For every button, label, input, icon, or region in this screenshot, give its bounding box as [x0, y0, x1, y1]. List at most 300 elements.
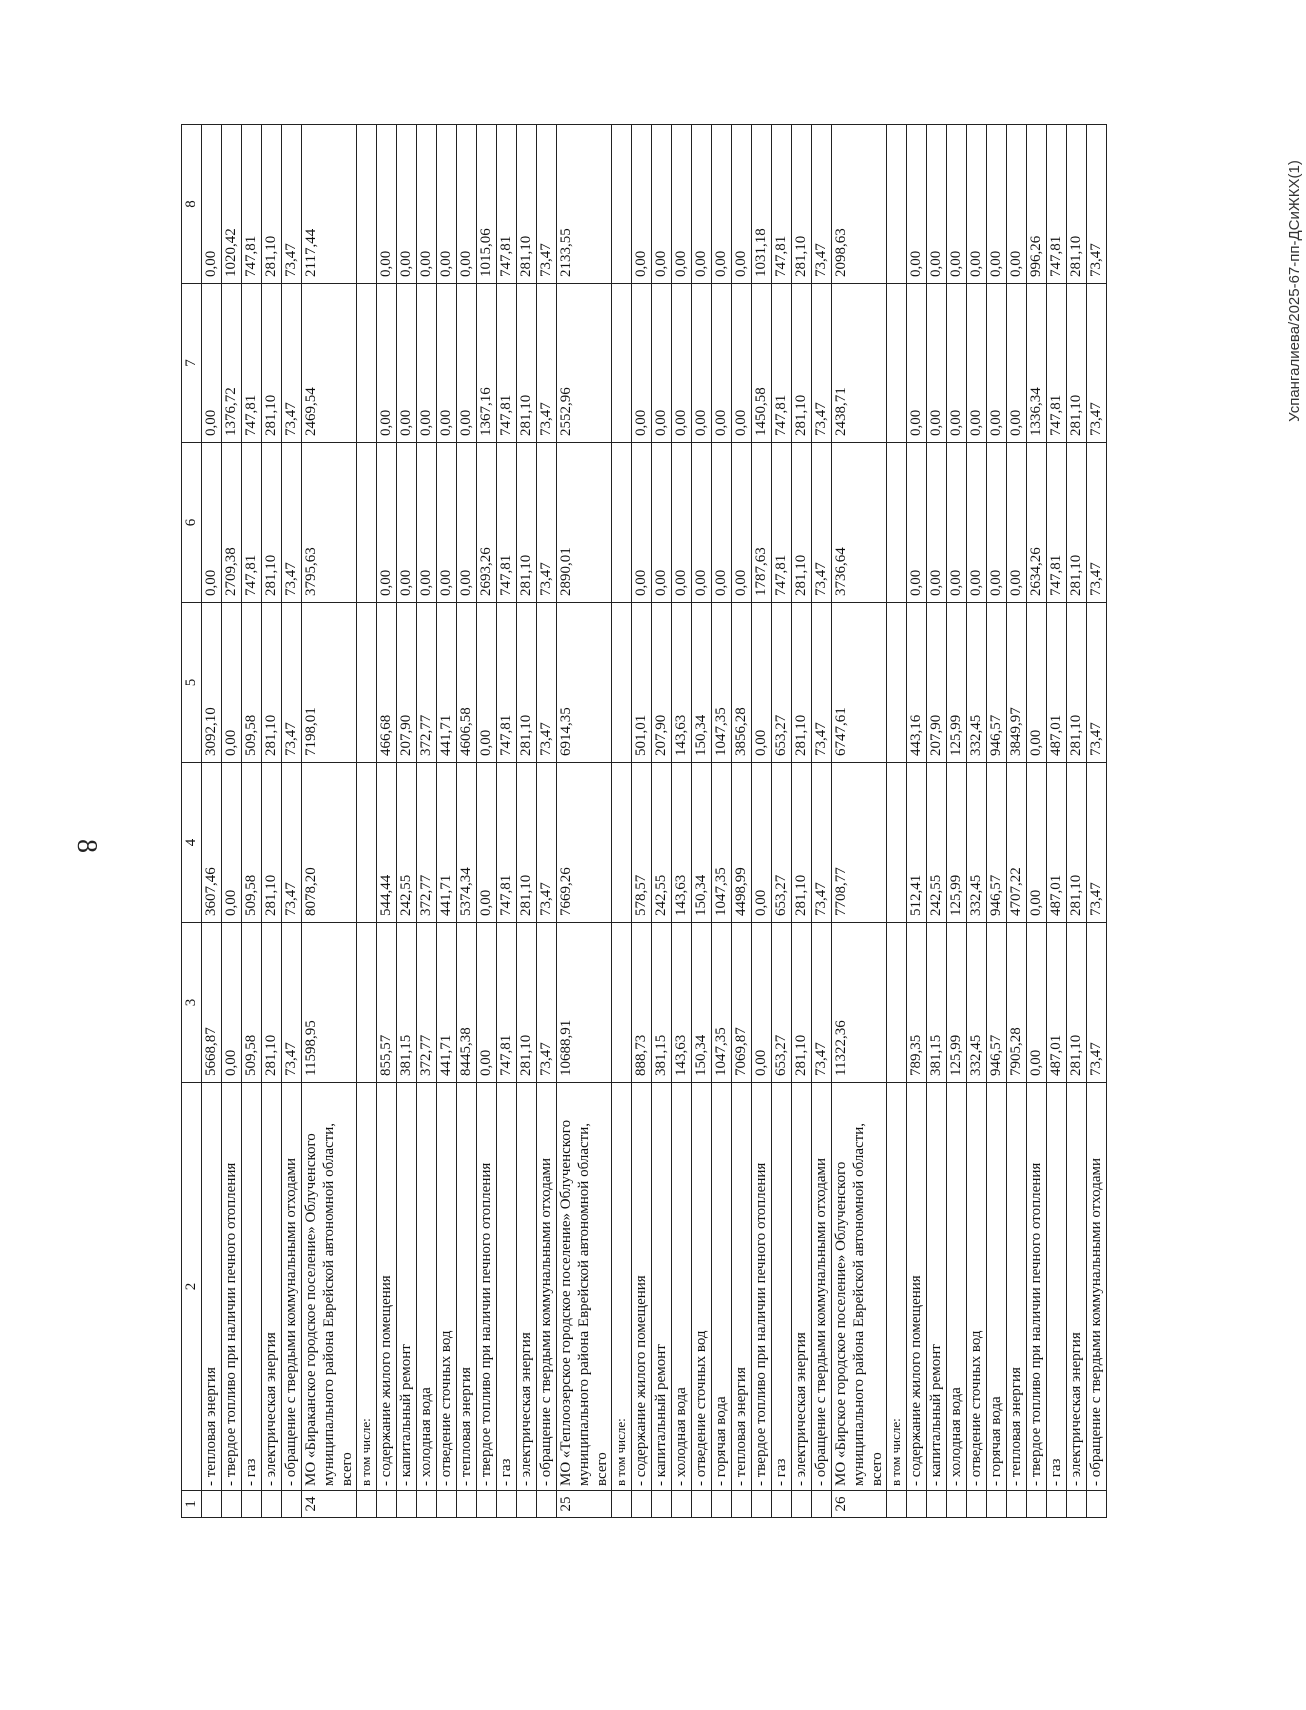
value-cell: [887, 603, 907, 763]
value-cell: 0,00: [222, 763, 242, 923]
value-cell: 7708,77: [832, 763, 887, 923]
value-cell: 73,47: [282, 443, 302, 603]
item-name-cell: - твердое топливо при наличии печного отопления: [477, 1083, 497, 1491]
value-cell: [357, 125, 377, 284]
row-number-cell: [967, 1491, 987, 1518]
value-cell: 0,00: [457, 443, 477, 603]
table-row: [672, 125, 692, 1518]
value-cell: 372,77: [417, 603, 437, 763]
value-cell: 281,10: [517, 443, 537, 603]
value-cell: 0,00: [652, 125, 672, 284]
value-cell: 512,41: [907, 763, 927, 923]
item-name-cell: - электрическая энергия: [517, 1083, 537, 1491]
row-number-cell: [612, 1491, 632, 1518]
value-cell: 747,81: [242, 443, 262, 603]
value-cell: 0,00: [752, 923, 772, 1083]
row-number-cell: [242, 1491, 262, 1518]
value-cell: 0,00: [927, 125, 947, 284]
value-cell: 0,00: [1007, 125, 1027, 284]
value-cell: 73,47: [282, 284, 302, 443]
value-cell: [887, 125, 907, 284]
item-name-cell: в том числе:: [887, 1083, 907, 1491]
value-cell: 0,00: [202, 125, 222, 284]
value-cell: 0,00: [202, 284, 222, 443]
value-cell: 125,99: [947, 923, 967, 1083]
item-name-cell: - газ: [497, 1083, 517, 1491]
table-row: [832, 125, 887, 1518]
value-cell: 73,47: [1087, 763, 1107, 923]
value-cell: 3849,97: [1007, 603, 1027, 763]
item-name-cell: - холодная вода: [672, 1083, 692, 1491]
value-cell: 0,00: [947, 125, 967, 284]
value-cell: 946,57: [987, 923, 1007, 1083]
value-cell: 73,47: [537, 763, 557, 923]
value-cell: 747,81: [772, 284, 792, 443]
value-cell: 73,47: [537, 603, 557, 763]
value-cell: 3092,10: [202, 603, 222, 763]
value-cell: 509,58: [242, 923, 262, 1083]
header-cell: 8: [182, 125, 202, 284]
value-cell: 7905,28: [1007, 923, 1027, 1083]
value-cell: 2890,01: [557, 443, 612, 603]
value-cell: [357, 763, 377, 923]
item-name-cell: - содержание жилого помещения: [907, 1083, 927, 1491]
value-cell: 441,71: [437, 603, 457, 763]
table-row: [812, 125, 832, 1518]
item-name-cell: - тепловая энергия: [732, 1083, 752, 1491]
row-number-cell: [1007, 1491, 1027, 1518]
row-number-cell: [792, 1491, 812, 1518]
value-cell: [887, 763, 907, 923]
value-cell: 0,00: [1007, 284, 1027, 443]
value-cell: 281,10: [517, 923, 537, 1083]
value-cell: 0,00: [672, 443, 692, 603]
value-cell: 281,10: [262, 763, 282, 923]
value-cell: 0,00: [437, 125, 457, 284]
value-cell: [357, 923, 377, 1083]
value-cell: 73,47: [812, 284, 832, 443]
value-cell: 0,00: [652, 284, 672, 443]
value-cell: 0,00: [1027, 603, 1047, 763]
value-cell: 0,00: [927, 443, 947, 603]
row-number-cell: [202, 1491, 222, 1518]
table-row: [357, 125, 377, 1518]
value-cell: 1047,35: [712, 763, 732, 923]
value-cell: [887, 443, 907, 603]
value-cell: 747,81: [497, 125, 517, 284]
value-cell: [612, 125, 632, 284]
value-cell: 0,00: [692, 443, 712, 603]
header-row: [182, 125, 202, 1518]
table-row: [417, 125, 437, 1518]
row-number-cell: [812, 1491, 832, 1518]
value-cell: 7069,87: [732, 923, 752, 1083]
value-cell: 281,10: [517, 284, 537, 443]
value-cell: 281,10: [262, 923, 282, 1083]
value-cell: 242,55: [652, 763, 672, 923]
row-number-cell: [632, 1491, 652, 1518]
table-row: [632, 125, 652, 1518]
value-cell: 0,00: [692, 125, 712, 284]
row-number-cell: [517, 1491, 537, 1518]
value-cell: 2469,54: [302, 284, 357, 443]
value-cell: 73,47: [282, 603, 302, 763]
value-cell: 125,99: [947, 603, 967, 763]
value-cell: 1376,72: [222, 284, 242, 443]
table-row: [947, 125, 967, 1518]
value-cell: 0,00: [672, 284, 692, 443]
value-cell: 381,15: [927, 923, 947, 1083]
value-cell: 281,10: [1067, 125, 1087, 284]
item-name-cell: - холодная вода: [417, 1083, 437, 1491]
value-cell: 0,00: [457, 284, 477, 443]
value-cell: 1015,06: [477, 125, 497, 284]
value-cell: 0,00: [732, 284, 752, 443]
table-row: [222, 125, 242, 1518]
item-name-cell: - обращение с твердыми коммунальными отходами: [282, 1083, 302, 1491]
row-number-cell: [712, 1491, 732, 1518]
value-cell: 501,01: [632, 603, 652, 763]
row-number-cell: [1067, 1491, 1087, 1518]
value-cell: 0,00: [632, 284, 652, 443]
value-cell: 332,45: [967, 763, 987, 923]
row-number-cell: [397, 1491, 417, 1518]
value-cell: 381,15: [652, 923, 672, 1083]
value-cell: 747,81: [497, 603, 517, 763]
value-cell: 281,10: [1067, 923, 1087, 1083]
item-name-cell: - твердое топливо при наличии печного отопления: [752, 1083, 772, 1491]
value-cell: 1047,35: [712, 603, 732, 763]
value-cell: 281,10: [517, 603, 537, 763]
value-cell: 143,63: [672, 763, 692, 923]
page-number: 8: [71, 839, 102, 853]
value-cell: 0,00: [947, 443, 967, 603]
table-row: [397, 125, 417, 1518]
value-cell: 487,01: [1047, 603, 1067, 763]
value-cell: 0,00: [417, 443, 437, 603]
value-cell: 150,34: [692, 763, 712, 923]
value-cell: 0,00: [967, 125, 987, 284]
value-cell: 150,34: [692, 923, 712, 1083]
value-cell: 1787,63: [752, 443, 772, 603]
value-cell: 0,00: [752, 603, 772, 763]
value-cell: 381,15: [397, 923, 417, 1083]
row-number-cell: 25: [557, 1491, 612, 1518]
value-cell: 441,71: [437, 763, 457, 923]
value-cell: 0,00: [987, 125, 1007, 284]
item-name-cell: - тепловая энергия: [457, 1083, 477, 1491]
value-cell: 5374,34: [457, 763, 477, 923]
row-number-cell: [947, 1491, 967, 1518]
row-number-cell: [377, 1491, 397, 1518]
value-cell: 332,45: [967, 923, 987, 1083]
value-cell: [357, 603, 377, 763]
value-cell: 747,81: [772, 125, 792, 284]
header-cell: 4: [182, 763, 202, 923]
value-cell: 4707,22: [1007, 763, 1027, 923]
row-number-cell: [497, 1491, 517, 1518]
value-cell: 0,00: [397, 284, 417, 443]
value-cell: 73,47: [537, 443, 557, 603]
table-row: [517, 125, 537, 1518]
value-cell: 0,00: [712, 284, 732, 443]
value-cell: 281,10: [792, 443, 812, 603]
row-number-cell: [437, 1491, 457, 1518]
table-row: [1047, 125, 1067, 1518]
value-cell: 2693,26: [477, 443, 497, 603]
value-cell: 0,00: [712, 443, 732, 603]
value-cell: 11598,95: [302, 923, 357, 1083]
value-cell: 4606,58: [457, 603, 477, 763]
value-cell: 653,27: [772, 763, 792, 923]
value-cell: [612, 763, 632, 923]
value-cell: 0,00: [1027, 763, 1047, 923]
value-cell: 487,01: [1047, 763, 1067, 923]
item-name-cell: - газ: [772, 1083, 792, 1491]
value-cell: 372,77: [417, 763, 437, 923]
row-number-cell: [282, 1491, 302, 1518]
row-number-cell: 24: [302, 1491, 357, 1518]
item-name-cell: МО «Бирское городское поселение» Облученского муниципального района Еврейской автономной области, всего: [832, 1083, 887, 1491]
value-cell: 747,81: [242, 125, 262, 284]
value-cell: 747,81: [242, 284, 262, 443]
table-row: [772, 125, 792, 1518]
table-row: [1067, 125, 1087, 1518]
value-cell: 73,47: [1087, 603, 1107, 763]
document-stamp: Успангалиева/2025-67-пп-ДСиЖКХ(1): [1286, 160, 1303, 422]
value-cell: 11322,36: [832, 923, 887, 1083]
value-cell: 946,57: [987, 603, 1007, 763]
value-cell: 747,81: [1047, 443, 1067, 603]
value-cell: 0,00: [222, 923, 242, 1083]
item-name-cell: - отведение сточных вод: [437, 1083, 457, 1491]
value-cell: 0,00: [202, 443, 222, 603]
table-row: [537, 125, 557, 1518]
row-number-cell: [732, 1491, 752, 1518]
value-cell: 2117,44: [302, 125, 357, 284]
value-cell: 143,63: [672, 923, 692, 1083]
item-name-cell: - обращение с твердыми коммунальными отходами: [812, 1083, 832, 1491]
value-cell: 0,00: [947, 284, 967, 443]
value-cell: 747,81: [497, 443, 517, 603]
value-cell: 0,00: [222, 603, 242, 763]
table-row: [792, 125, 812, 1518]
row-number-cell: [692, 1491, 712, 1518]
row-number-cell: [752, 1491, 772, 1518]
value-cell: 7198,01: [302, 603, 357, 763]
item-name-cell: - отведение сточных вод: [692, 1083, 712, 1491]
value-cell: 2098,63: [832, 125, 887, 284]
value-cell: 0,00: [652, 443, 672, 603]
row-number-cell: [457, 1491, 477, 1518]
header-cell: 1: [182, 1491, 202, 1518]
table-row: [692, 125, 712, 1518]
value-cell: 1020,42: [222, 125, 242, 284]
value-cell: 0,00: [477, 603, 497, 763]
value-cell: 747,81: [1047, 125, 1067, 284]
value-cell: 466,68: [377, 603, 397, 763]
header-cell: 3: [182, 923, 202, 1083]
value-cell: 281,10: [1067, 443, 1087, 603]
value-cell: 544,44: [377, 763, 397, 923]
value-cell: 73,47: [812, 125, 832, 284]
value-cell: 747,81: [497, 284, 517, 443]
value-cell: 747,81: [497, 923, 517, 1083]
value-cell: [887, 923, 907, 1083]
value-cell: 0,00: [1007, 443, 1027, 603]
item-name-cell: - обращение с твердыми коммунальными отходами: [1087, 1083, 1107, 1491]
value-cell: 509,58: [242, 763, 262, 923]
header-cell: 2: [182, 1083, 202, 1491]
value-cell: 1031,18: [752, 125, 772, 284]
item-name-cell: - капитальный ремонт: [397, 1083, 417, 1491]
row-number-cell: [1087, 1491, 1107, 1518]
value-cell: 73,47: [812, 443, 832, 603]
value-cell: 207,90: [397, 603, 417, 763]
item-name-cell: - отведение сточных вод: [967, 1083, 987, 1491]
value-cell: 8078,20: [302, 763, 357, 923]
table-row: [927, 125, 947, 1518]
value-cell: 2709,38: [222, 443, 242, 603]
value-cell: 0,00: [907, 125, 927, 284]
table-row: [752, 125, 772, 1518]
value-cell: 281,10: [1067, 603, 1087, 763]
value-cell: 242,55: [927, 763, 947, 923]
table-row: [262, 125, 282, 1518]
table-row: [202, 125, 222, 1518]
value-cell: 2438,71: [832, 284, 887, 443]
table-row: [907, 125, 927, 1518]
row-number-cell: [887, 1491, 907, 1518]
value-cell: 10688,91: [557, 923, 612, 1083]
row-number-cell: [987, 1491, 1007, 1518]
header-cell: 7: [182, 284, 202, 443]
item-name-cell: - газ: [1047, 1083, 1067, 1491]
value-cell: 73,47: [1087, 125, 1107, 284]
table-row: [497, 125, 517, 1518]
item-name-cell: - электрическая энергия: [262, 1083, 282, 1491]
value-cell: 509,58: [242, 603, 262, 763]
value-cell: 125,99: [947, 763, 967, 923]
value-cell: 441,71: [437, 923, 457, 1083]
value-cell: 7669,26: [557, 763, 612, 923]
value-cell: [612, 603, 632, 763]
value-cell: 3795,63: [302, 443, 357, 603]
value-cell: 855,57: [377, 923, 397, 1083]
value-cell: 888,73: [632, 923, 652, 1083]
value-cell: 0,00: [417, 284, 437, 443]
row-number-cell: [1047, 1491, 1067, 1518]
item-name-cell: - тепловая энергия: [1007, 1083, 1027, 1491]
value-cell: 0,00: [927, 284, 947, 443]
row-number-cell: [417, 1491, 437, 1518]
value-cell: 0,00: [437, 443, 457, 603]
row-number-cell: [357, 1491, 377, 1518]
rotated-table-container: [181, 125, 1104, 1518]
table-row: [987, 125, 1007, 1518]
value-cell: 73,47: [812, 923, 832, 1083]
value-cell: 0,00: [907, 443, 927, 603]
item-name-cell: в том числе:: [357, 1083, 377, 1491]
item-name-cell: - содержание жилого помещения: [377, 1083, 397, 1491]
value-cell: 0,00: [692, 284, 712, 443]
item-name-cell: - твердое топливо при наличии печного отопления: [222, 1083, 242, 1491]
value-cell: 1047,35: [712, 923, 732, 1083]
table-body: [202, 125, 1107, 1518]
table-row: [302, 125, 357, 1518]
value-cell: 1336,34: [1027, 284, 1047, 443]
table-row: [557, 125, 612, 1518]
row-number-cell: [537, 1491, 557, 1518]
value-cell: 0,00: [397, 125, 417, 284]
value-cell: 2133,55: [557, 125, 612, 284]
item-name-cell: - газ: [242, 1083, 262, 1491]
row-number-cell: [927, 1491, 947, 1518]
row-number-cell: [772, 1491, 792, 1518]
value-cell: 0,00: [752, 763, 772, 923]
table-row: [732, 125, 752, 1518]
value-cell: 281,10: [517, 125, 537, 284]
value-cell: 0,00: [987, 443, 1007, 603]
value-cell: 1450,58: [752, 284, 772, 443]
value-cell: 789,35: [907, 923, 927, 1083]
value-cell: 73,47: [1087, 284, 1107, 443]
table-row: [457, 125, 477, 1518]
table-row: [887, 125, 907, 1518]
value-cell: 578,57: [632, 763, 652, 923]
value-cell: 207,90: [927, 603, 947, 763]
value-cell: 0,00: [457, 125, 477, 284]
value-cell: 0,00: [632, 125, 652, 284]
value-cell: 0,00: [632, 443, 652, 603]
value-cell: 73,47: [1087, 443, 1107, 603]
value-cell: 73,47: [1087, 923, 1107, 1083]
item-name-cell: МО «Теплоозерское городское поселение» Облученского муниципального района Еврейской автономной области, всего: [557, 1083, 612, 1491]
value-cell: [357, 284, 377, 443]
item-name-cell: - обращение с твердыми коммунальными отходами: [537, 1083, 557, 1491]
value-cell: 73,47: [282, 923, 302, 1083]
value-cell: 0,00: [712, 125, 732, 284]
value-cell: [612, 923, 632, 1083]
table-row: [967, 125, 987, 1518]
value-cell: 0,00: [732, 443, 752, 603]
value-cell: 3856,28: [732, 603, 752, 763]
value-cell: 281,10: [1067, 284, 1087, 443]
table-row: [477, 125, 497, 1518]
value-cell: 332,45: [967, 603, 987, 763]
row-number-cell: [477, 1491, 497, 1518]
value-cell: 0,00: [907, 284, 927, 443]
item-name-cell: - электрическая энергия: [792, 1083, 812, 1491]
value-cell: 946,57: [987, 763, 1007, 923]
value-cell: 281,10: [792, 284, 812, 443]
value-cell: 6914,35: [557, 603, 612, 763]
value-cell: 6747,61: [832, 603, 887, 763]
value-cell: 2634,26: [1027, 443, 1047, 603]
value-cell: 443,16: [907, 603, 927, 763]
value-cell: 281,10: [517, 763, 537, 923]
value-cell: 1367,16: [477, 284, 497, 443]
value-cell: [612, 443, 632, 603]
table-row: [1007, 125, 1027, 1518]
tariff-table: [181, 124, 1107, 1518]
item-name-cell: МО «Бираканское городское поселение» Облученского муниципального района Еврейской автономной области, всего: [302, 1083, 357, 1491]
value-cell: 143,63: [672, 603, 692, 763]
row-number-cell: [672, 1491, 692, 1518]
value-cell: 5668,87: [202, 923, 222, 1083]
item-name-cell: в том числе:: [612, 1083, 632, 1491]
value-cell: 281,10: [792, 763, 812, 923]
